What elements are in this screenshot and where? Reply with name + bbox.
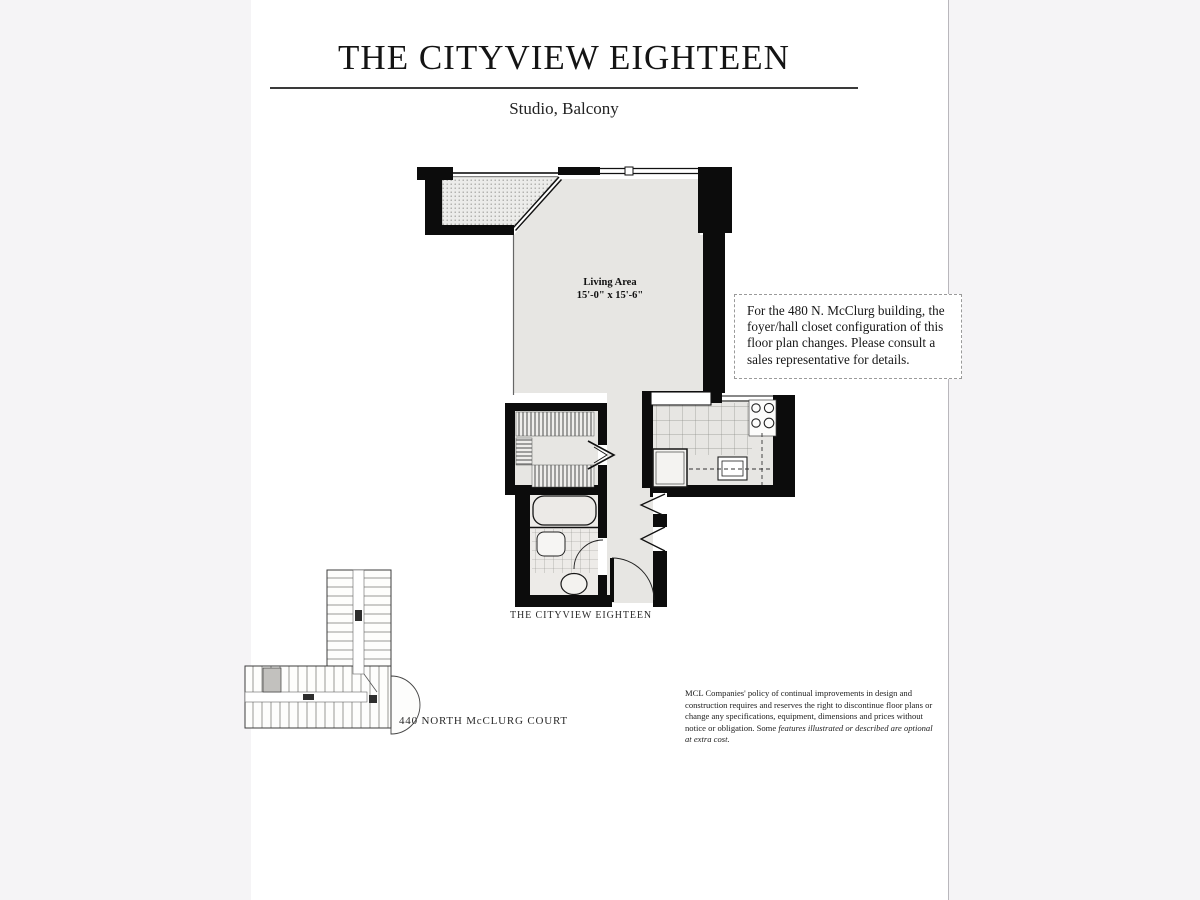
closet-shelving [516,412,594,436]
toilet [561,574,587,595]
note-box [734,294,962,379]
living-area-dimensions: 15'-0" x 15'-6" [576,290,644,301]
kitchen-cabinet [651,392,711,405]
living-area-label: Living Area [583,277,637,288]
page-subtitle: Studio, Balcony [509,99,619,118]
building-outline [245,570,420,734]
note-text: For the 480 N. McClurg building, the foyer/hall closet configuration of this floor plan changes. Please consult a sales representative for details. [747,303,945,367]
bathtub [533,496,596,525]
disclaimer-italic-text: features illustrated or described are optional at extra cost. [685,722,933,744]
site-plan-caption: 440 NORTH McCLURG COURT [399,715,568,727]
disclaimer-text: MCL Companies' policy of continual improvements in design and construction requires and reserves the right to discontinue floor plans or change any specifications, equipment, dimensions and prices without notice or obligation. Some [685,688,933,733]
stove [749,400,776,436]
page-title-wrap [270,38,858,78]
closet-shelving [532,465,594,487]
refrigerator [653,449,687,487]
kitchen-tiles [653,403,752,455]
corridor [353,570,364,674]
vanity-sink [537,532,565,556]
disclaimer [685,688,939,746]
site-plan-drawing [243,568,435,736]
floor-plan-drawing [410,155,800,615]
title-rule [270,87,858,89]
page-title: THE CITYVIEW EIGHTEEN [338,38,790,77]
hall-door-opening [653,527,667,551]
plan-caption: THE CITYVIEW EIGHTEEN [510,610,653,621]
living-area-label-block [548,276,672,302]
closet-shelving [516,438,532,465]
window [600,167,698,175]
highlighted-unit [263,668,281,692]
kitchen-sink [718,457,747,480]
